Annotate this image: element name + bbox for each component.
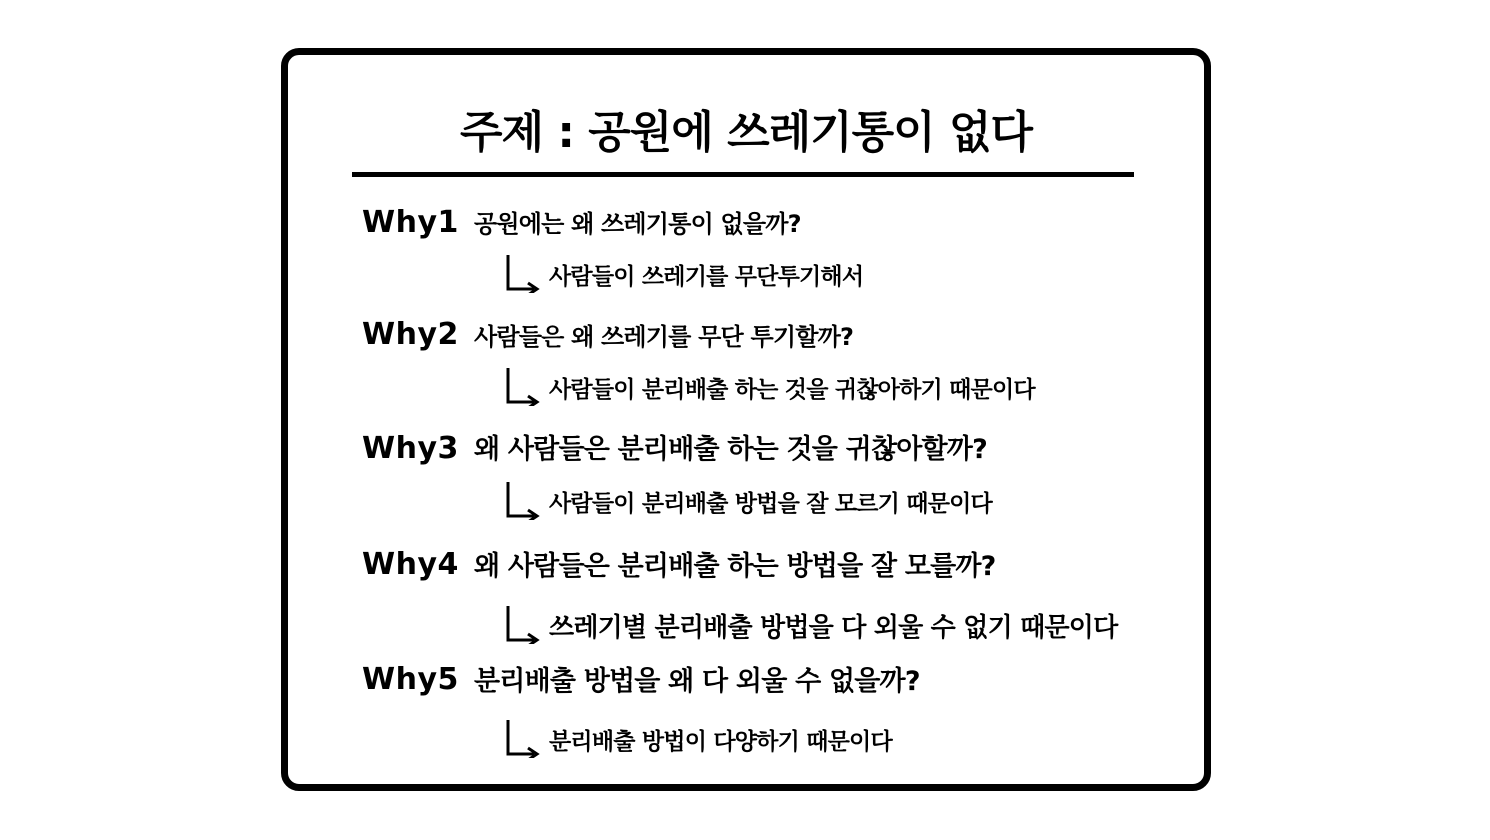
why4-question: 왜 사람들은 분리배출 하는 방법을 잘 모를까? — [474, 551, 996, 582]
why3-answer: 사람들이 분리배출 방법을 잘 모르기 때문이다 — [549, 491, 992, 517]
why1-answer: 사람들이 쓰레기를 무단투기해서 — [549, 264, 864, 290]
answer-arrow-icon — [504, 718, 544, 758]
five-whys-card — [281, 48, 1211, 791]
why4-answer: 쓰레기별 분리배출 방법을 다 외울 수 없기 때문이다 — [549, 613, 1118, 643]
title-underline — [352, 172, 1134, 177]
answer-arrow-icon — [504, 604, 544, 644]
why1-label: Why1 — [362, 205, 459, 240]
answer-arrow-icon — [504, 253, 544, 293]
why5-question: 분리배출 방법을 왜 다 외울 수 없을까? — [474, 666, 920, 697]
why1-question: 공원에는 왜 쓰레기통이 없을까? — [474, 210, 801, 238]
why3-question: 왜 사람들은 분리배출 하는 것을 귀찮아할까? — [474, 434, 987, 465]
answer-arrow-icon — [504, 480, 544, 520]
topic-title: 주제 : 공원에 쓰레기통이 없다 — [460, 107, 1032, 158]
why5-label: Why5 — [362, 662, 459, 697]
why3-label: Why3 — [362, 431, 459, 466]
why2-question: 사람들은 왜 쓰레기를 무단 투기할까? — [474, 323, 854, 351]
answer-arrow-icon — [504, 366, 544, 406]
why2-answer: 사람들이 분리배출 하는 것을 귀찮아하기 때문이다 — [549, 377, 1035, 403]
why4-label: Why4 — [362, 547, 459, 582]
why2-label: Why2 — [362, 317, 459, 352]
why5-answer: 분리배출 방법이 다양하기 때문이다 — [549, 729, 892, 755]
